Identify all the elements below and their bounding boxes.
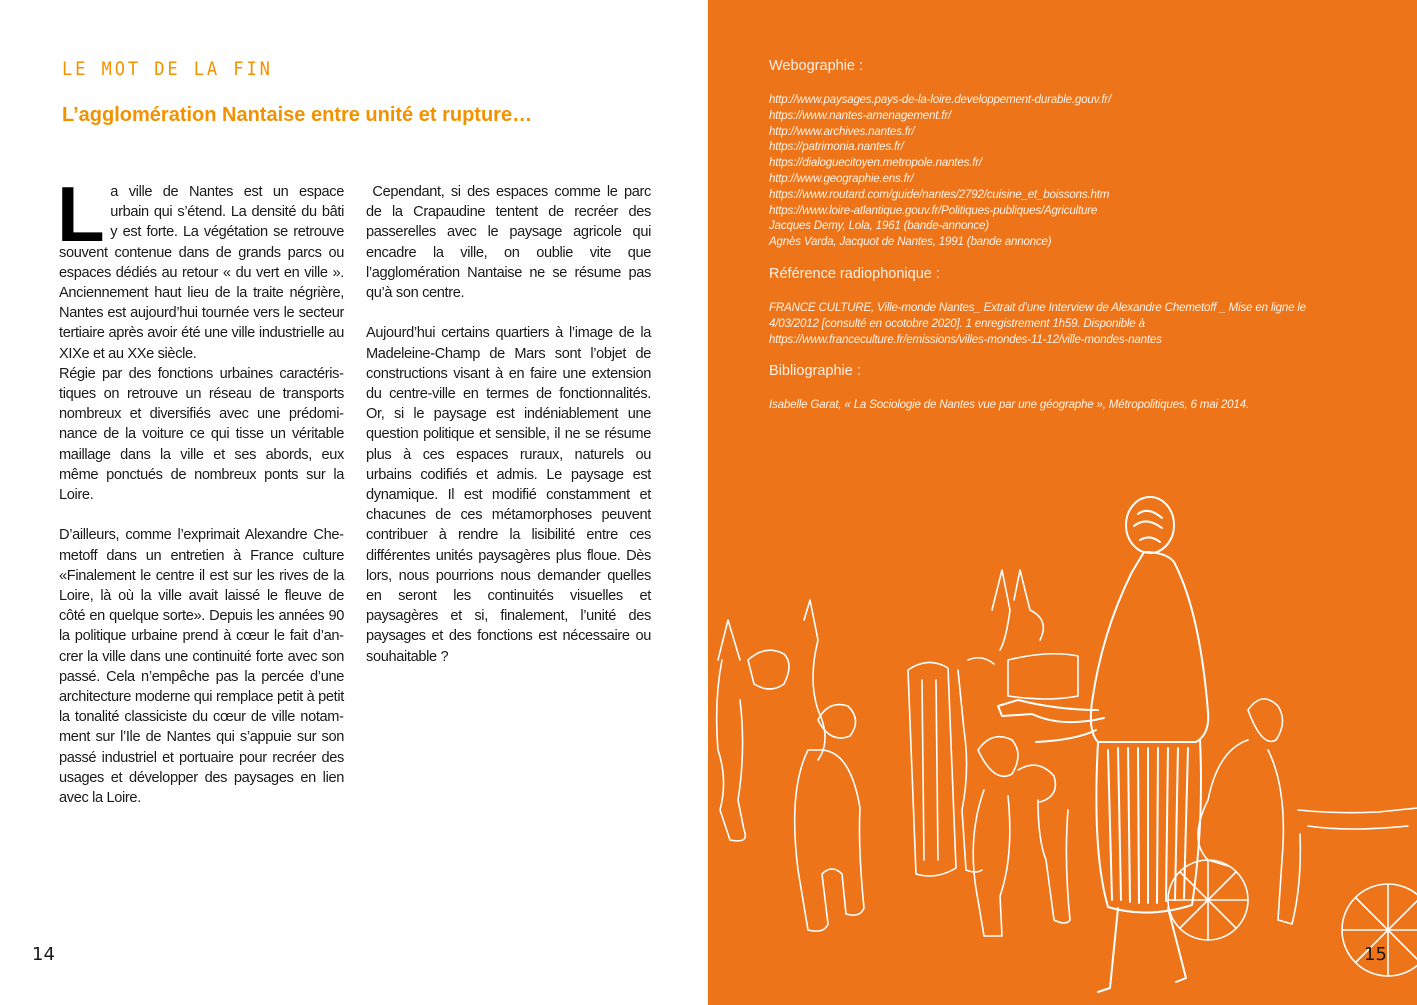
radio-reference-link[interactable]: https://www.franceculture.fr/emissions/villes-mondes-11-12/ville-mondes-nantes	[769, 332, 1162, 346]
dropcap: L	[57, 170, 105, 258]
webography-link[interactable]: http://www.archives.nantes.fr/	[769, 124, 915, 138]
crowd-figures	[717, 570, 1417, 976]
paragraph: Régie par des fonctions urbaines caractéristiques on retrouve un réseau de transports nombreux et diversifiés avec une prédominance de la voiture ce qui tisse un véritable maillage dans la ville et ses abords, eux même ponctués de nombreux ponts sur la Loire.	[59, 365, 344, 504]
radio-list	[769, 300, 1389, 347]
references	[769, 58, 1389, 429]
webography-link[interactable]: https://www.loire-atlantique.gouv.fr/Politiques-publiques/Agriculture	[769, 203, 1098, 217]
bibliography-entry: Isabelle Garat, « La Sociologie de Nantes vue par une géographe », Métropolitiques, 6 mai 2014.	[769, 398, 1249, 412]
radio-section	[769, 266, 1389, 347]
webography-link[interactable]: https://www.routard.com/guide/nantes/2792/cuisine_et_boissons.htm	[769, 187, 1110, 201]
webography-link[interactable]: http://www.geographie.ens.fr/	[769, 171, 914, 185]
webography-heading: Webographie :	[769, 58, 864, 74]
paragraph-text: a ville de Nantes est un espace urbain qui s’étend. La densité du bâti y est forte. La végétation se retrouve souvent contenue dans de grands parcs ou espaces dédiés au retour « du vert en ville ». Anciennement haut lieu de la traite négrière, Nantes est aujourd’hui tournée vers le secteur tertiaire après avoir été une ville industrielle au XIXe et au XXe siècle.	[59, 184, 344, 362]
text-column-1	[57, 170, 344, 808]
webography-link[interactable]: https://dialoguecitoyen.metropole.nantes.fr/	[769, 156, 982, 170]
page-number: 15	[1364, 944, 1387, 965]
webography-link[interactable]: https://www.nantes-amenagement.fr/	[769, 108, 952, 122]
film-reference: Jacques Demy, Lola, 1961 (bande-annonce)	[769, 219, 989, 233]
bibliography-list	[769, 397, 1389, 413]
woman-figure	[998, 497, 1208, 992]
webography-section	[769, 58, 1389, 250]
paragraph: D’ailleurs, comme l’exprimait Alexandre Chemetoff dans un entretien à France culture «Finalement le centre il est sur les rives de la Loire, là où la ville avait laissé le fleuve de côté en quelque sorte». Depuis les années 90 la politique urbaine prend à cœur le fait d’ancrer la ville dans une continuité forte avec son passé. Cela n’empêche pas la percée d’une architecture moderne qui remplace petit à petit la tonalité classiciste du cœur de ville notamment sur l’Ile de Nantes qui s’appuie sur son passé industriel et portuaire pour recréer des usages et développer des paysages en lien avec la Loire.	[59, 527, 344, 807]
bibliography-section	[769, 363, 1389, 413]
paragraph: Aujourd’hui certains quartiers à l’image de la Madeleine-Champ de Mars sont l’objet de constructions visant à en faire une extension du centre-ville en termes de fonctionnalités. Or, si le paysage est indéniablement une question politique et sensible, il ne se résume plus à ces espaces ruraux, naturels ou urbains codifiés et admis. Le paysage est dynamique. Il est modifié constamment et chacunes de ces métamorphoses peuvent contribuer à rendre la lisibilité entre ces différentes unités paysagères plus floue. Dès lors, nous pourrions nous demander quelles en seront les continuités visuelles et paysagères et si, finalement, l’unité des paysages et des fonctions est nécessaire ou souhaitable ?	[366, 325, 651, 665]
crowd-illustration	[708, 490, 1417, 1005]
film-reference: Agnès Varda, Jacquot de Nantes, 1991 (bande annonce)	[769, 235, 1052, 249]
left-page	[0, 0, 708, 1005]
paragraph	[57, 170, 344, 364]
page-number: 14	[32, 944, 55, 965]
webography-link[interactable]: https://patrimonia.nantes.fr/	[769, 140, 904, 154]
paragraph: Cependant, si des espaces comme le parc de la Crapaudine tentent de recréer des passerelles avec le paysage agricole qui encadre la ville, on oublie vite que l’agglomération Nantaise ne se résume pas qu’à son centre.	[366, 184, 651, 302]
webography-list	[769, 92, 1389, 250]
radio-reference-line: 4/03/2012 [consulté en ocotobre 2020]. 1 enregistrement 1h59. Disponible à	[769, 316, 1145, 330]
page-title: L’agglomération Nantaise entre unité et rupture…	[62, 104, 533, 126]
bibliography-heading: Bibliographie :	[769, 363, 861, 380]
radio-reference-line: FRANCE CULTURE, Ville-monde Nantes_ Extrait d’une Interview de Alexandre Chemetoff _ Mise en ligne le	[769, 300, 1306, 314]
text-column-2	[366, 182, 651, 667]
section-label: LE MOT DE LA FIN	[62, 58, 273, 80]
radio-heading: Référence radiophonique :	[769, 265, 940, 282]
right-page	[708, 0, 1417, 1005]
webography-link[interactable]: http://www.paysages.pays-de-la-loire.developpement-durable.gouv.fr/	[769, 93, 1112, 106]
